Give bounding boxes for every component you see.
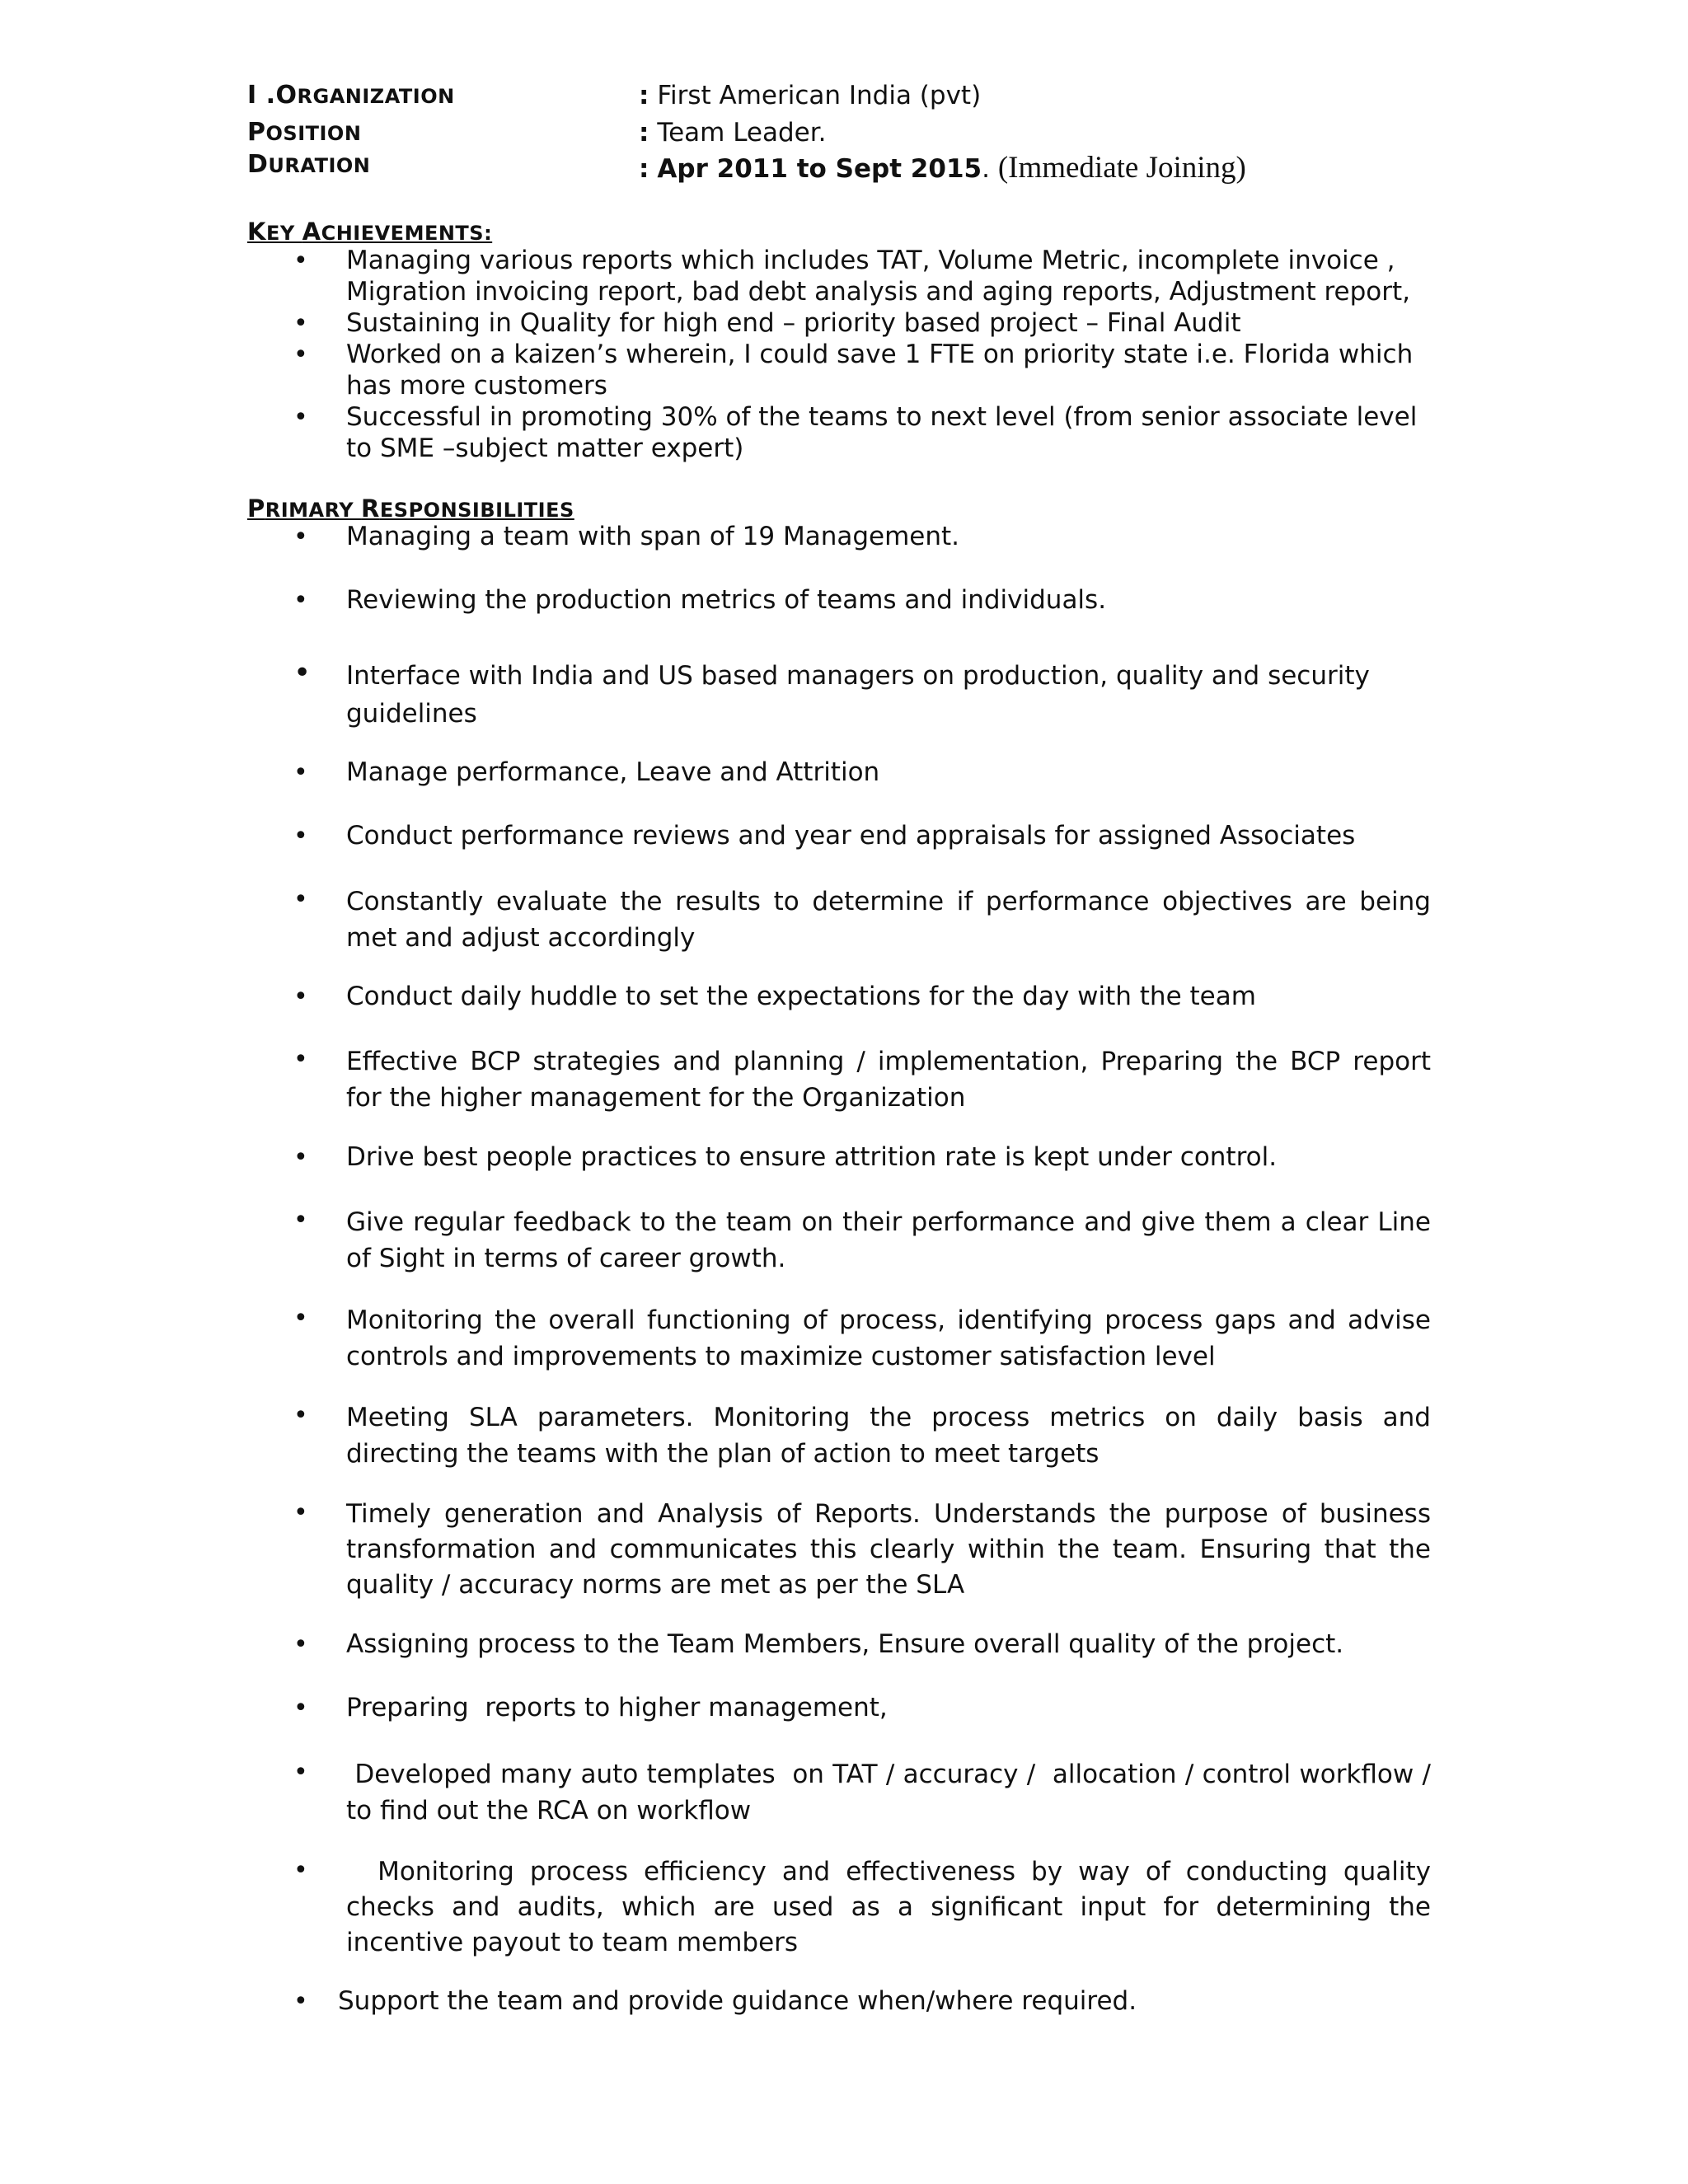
bullet-icon: • bbox=[293, 1856, 308, 1885]
bullet-icon: • bbox=[293, 246, 308, 275]
bullet-icon: • bbox=[293, 982, 308, 1011]
organization-value: : First American India (pvt) bbox=[639, 81, 982, 110]
position-value: : Team Leader. bbox=[639, 118, 827, 148]
bullet-icon: • bbox=[293, 586, 308, 615]
duration-label: DURATION bbox=[247, 150, 371, 179]
bullet-icon: • bbox=[293, 885, 308, 914]
bullet-icon: • bbox=[293, 656, 312, 690]
bullet-icon: • bbox=[293, 403, 308, 432]
bullet-icon: • bbox=[293, 1630, 308, 1659]
bullet-icon: • bbox=[293, 340, 308, 369]
position-row bbox=[247, 118, 1484, 151]
key-achievements-heading: KEY ACHIEVEMENTS: bbox=[247, 218, 493, 246]
organization-row bbox=[247, 81, 1484, 114]
bullet-icon: • bbox=[293, 1045, 308, 1074]
bullet-icon: • bbox=[293, 523, 308, 551]
bullet-icon: • bbox=[293, 1401, 308, 1430]
bullet-icon: • bbox=[293, 1987, 308, 2016]
bullet-icon: • bbox=[293, 1143, 308, 1172]
duration-row bbox=[247, 150, 1484, 183]
joining-note: (Immediate Joining) bbox=[997, 151, 1246, 185]
bullet-icon: • bbox=[293, 758, 308, 787]
bullet-icon: • bbox=[293, 822, 308, 851]
duration-value: : Apr 2011 to Sept 2015. (Immediate Joining) bbox=[639, 151, 1246, 185]
bullet-icon: • bbox=[293, 1694, 308, 1722]
organization-label: I .ORGANIZATION bbox=[247, 81, 455, 110]
document-page: I .ORGANIZATION : First American India (pvt) POSITION : Team Leader. DURATION : Apr 2011 to Sept 2015. (Immediate Joining) KEY ACHIEVEMENTS: • Managing various reports which includes TAT, Volume Metric, incomplete invoice , Migration invoicing report, bad debt analysis and aging reports, Adjustment report, • Sustaining in Quality for high end – priority based project – Final Audit • Worked on a kaizen’s wherein, I could save 1 FTE on priority state i.e. Florida which has more customers • Successful in promoting 30% of the teams to next level (from senior associate level to SME –subject matter expert) PRIMARY RESPONSIBILITIES • Managing a team with span of 19 Management. • Reviewing the production metrics of teams and individuals. • Interface with India and US based managers on production, quality and security guidelines • Manage performance, Leave and Attrition • Conduct performance reviews and year end appraisals for assigned Associates • Constantly evaluate the results to determine if performance objectives are being met and adjust accordingly • Conduct daily huddle to set the expectations for the day with the team • Effective BCP strategies and planning / implementation, Preparing the BCP report for the higher management for the Organization • Drive best people practices to ensure attrition rate is kept under control. • Give regular feedback to the team on their performance and give them a clear Line of Sight in terms of career growth. • Monitoring the overall functioning of process, identifying process gaps and advise controls and improvements to maximize customer satisfaction level • Meeting SLA parameters. Monitoring the process metrics on daily basis and directing the teams with the plan of action to meet targets • Timely generation and Analysis of Reports. Understands the purpose of business transformation and communicates this clearly within the team. Ensuring that the quality / accuracy norms are met as per the SLA • Assigning process to the Team Members, Ensure overall quality of the project. • Preparing reports to higher management, • Developed many auto templates on TAT / accuracy / allocation / control workflow / to find out the RCA on workflow • Monitoring process efficiency and effectiveness by way of conducting quality checks and audits, which are used as a significant input for determining the incentive payout to team members • Support the team and provide guidance when/where required. bbox=[0, 0, 1688, 2184]
primary-responsibilities-heading: PRIMARY RESPONSIBILITIES bbox=[247, 494, 574, 523]
bullet-icon: • bbox=[293, 1304, 308, 1333]
bullet-icon: • bbox=[293, 1206, 308, 1235]
bullet-icon: • bbox=[293, 1758, 308, 1787]
bullet-icon: • bbox=[293, 1498, 308, 1527]
position-label: POSITION bbox=[247, 118, 362, 147]
bullet-icon: • bbox=[293, 309, 308, 338]
